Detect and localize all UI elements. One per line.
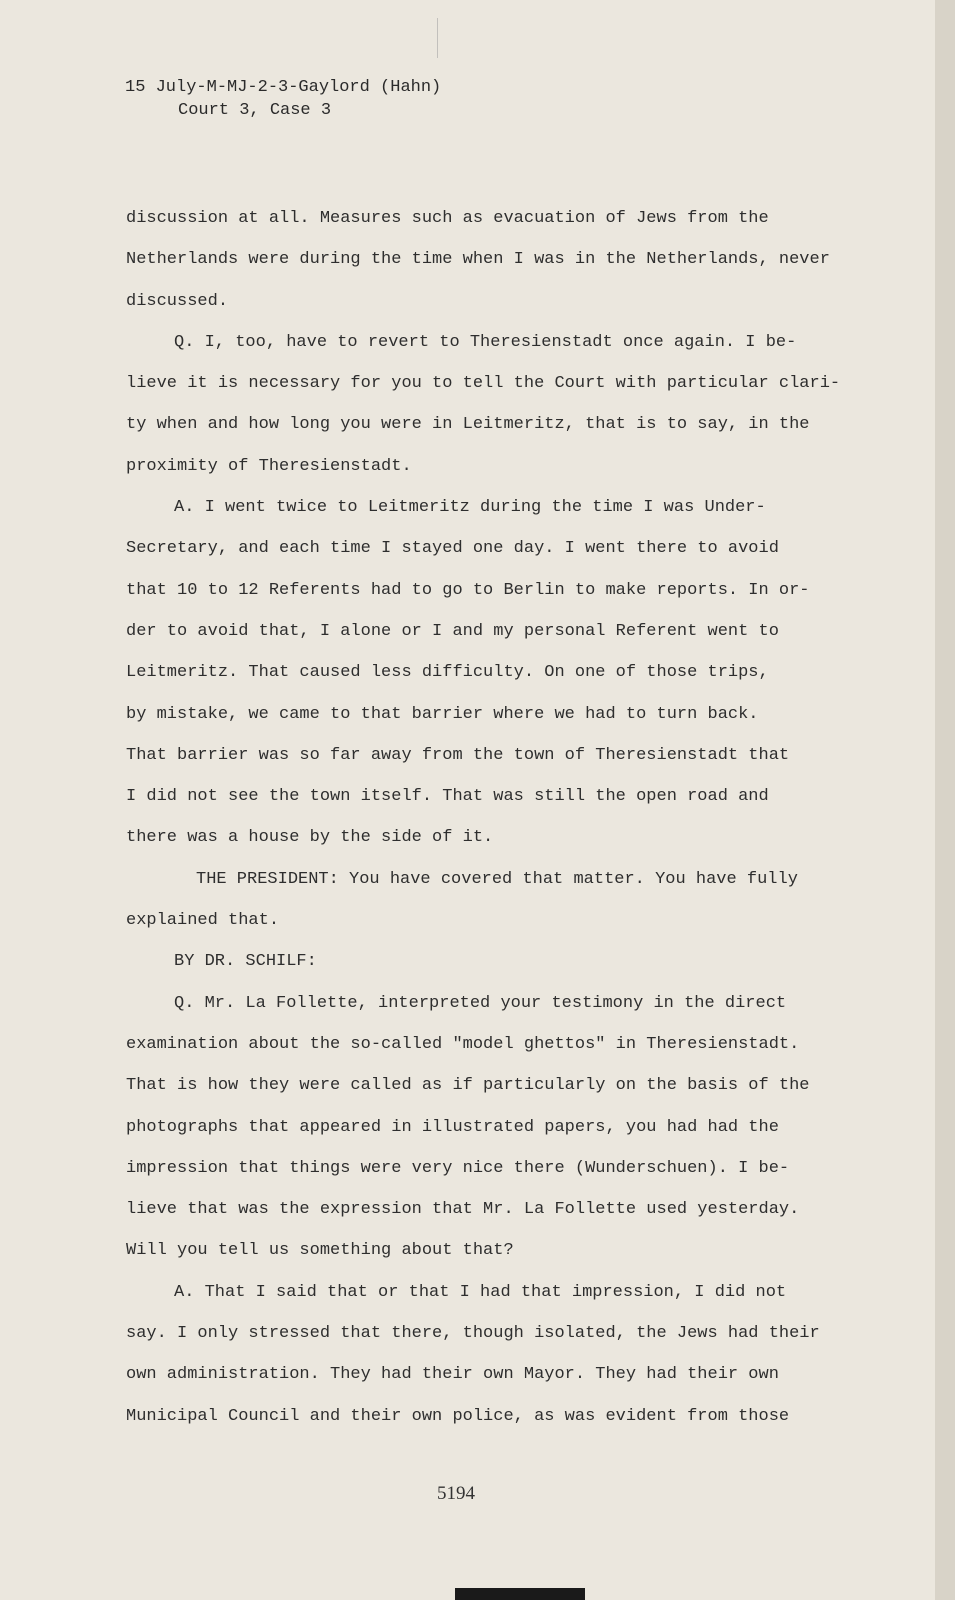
text-line: impression that things were very nice there (Wunderschuen). I be- bbox=[126, 1158, 790, 1178]
president-line: THE PRESIDENT: You have covered that matter. You have fully bbox=[196, 869, 798, 889]
header-court-case: Court 3, Case 3 bbox=[178, 101, 332, 120]
text-line: proximity of Theresienstadt. bbox=[126, 456, 412, 476]
header-reference: 15 July-M-MJ-2-3-Gaylord (Hahn) bbox=[125, 78, 442, 97]
text-line: Municipal Council and their own police, as was evident from those bbox=[126, 1406, 790, 1426]
text-line: der to avoid that, I alone or I and my personal Referent went to bbox=[126, 621, 779, 641]
text-line: That is how they were called as if particularly on the basis of the bbox=[126, 1076, 810, 1096]
document-header bbox=[125, 76, 441, 122]
transcript-body bbox=[126, 198, 841, 1437]
text-line: by mistake, we came to that barrier where we had to turn back. bbox=[126, 704, 759, 724]
text-line: That barrier was so far away from the town of Theresienstadt that bbox=[126, 745, 790, 765]
page-number: 5194 bbox=[437, 1483, 475, 1504]
question-line: Q. Mr. La Follette, interpreted your testimony in the direct bbox=[174, 993, 787, 1013]
text-line: say. I only stressed that there, though isolated, the Jews had their bbox=[126, 1324, 820, 1344]
text-line: own administration. They had their own Mayor. They had their own bbox=[126, 1365, 779, 1385]
text-line: photographs that appeared in illustrated papers, you had had the bbox=[126, 1117, 779, 1137]
text-line: I did not see the town itself. That was still the open road and bbox=[126, 787, 769, 807]
text-line: lieve it is necessary for you to tell the Court with particular clari- bbox=[126, 374, 841, 394]
text-line: Leitmeritz. That caused less difficulty. On one of those trips, bbox=[126, 663, 769, 683]
text-line: ty when and how long you were in Leitmeritz, that is to say, in the bbox=[126, 415, 810, 435]
text-line: examination about the so-called "model ghettos" in Theresienstadt. bbox=[126, 1034, 800, 1054]
text-line: explained that. bbox=[126, 911, 280, 931]
scan-edge-strip bbox=[455, 1588, 585, 1600]
examiner-heading: BY DR. SCHILF: bbox=[174, 952, 317, 972]
answer-line: A. I went twice to Leitmeritz during the time I was Under- bbox=[174, 498, 766, 518]
text-line: there was a house by the side of it. bbox=[126, 828, 494, 848]
text-line: discussed. bbox=[126, 291, 229, 311]
scan-mark bbox=[437, 18, 438, 58]
text-line: discussion at all. Measures such as evacuation of Jews from the bbox=[126, 209, 769, 228]
text-line: Will you tell us something about that? bbox=[126, 1241, 514, 1261]
answer-line: A. That I said that or that I had that impression, I did not bbox=[174, 1282, 787, 1302]
text-line: Secretary, and each time I stayed one day. I went there to avoid bbox=[126, 539, 779, 559]
text-line: Netherlands were during the time when I was in the Netherlands, never bbox=[126, 250, 830, 270]
text-line: that 10 to 12 Referents had to go to Berlin to make reports. In or- bbox=[126, 580, 810, 600]
question-line: Q. I, too, have to revert to Theresienstadt once again. I be- bbox=[174, 332, 797, 352]
text-line: lieve that was the expression that Mr. La Follette used yesterday. bbox=[126, 1200, 800, 1220]
